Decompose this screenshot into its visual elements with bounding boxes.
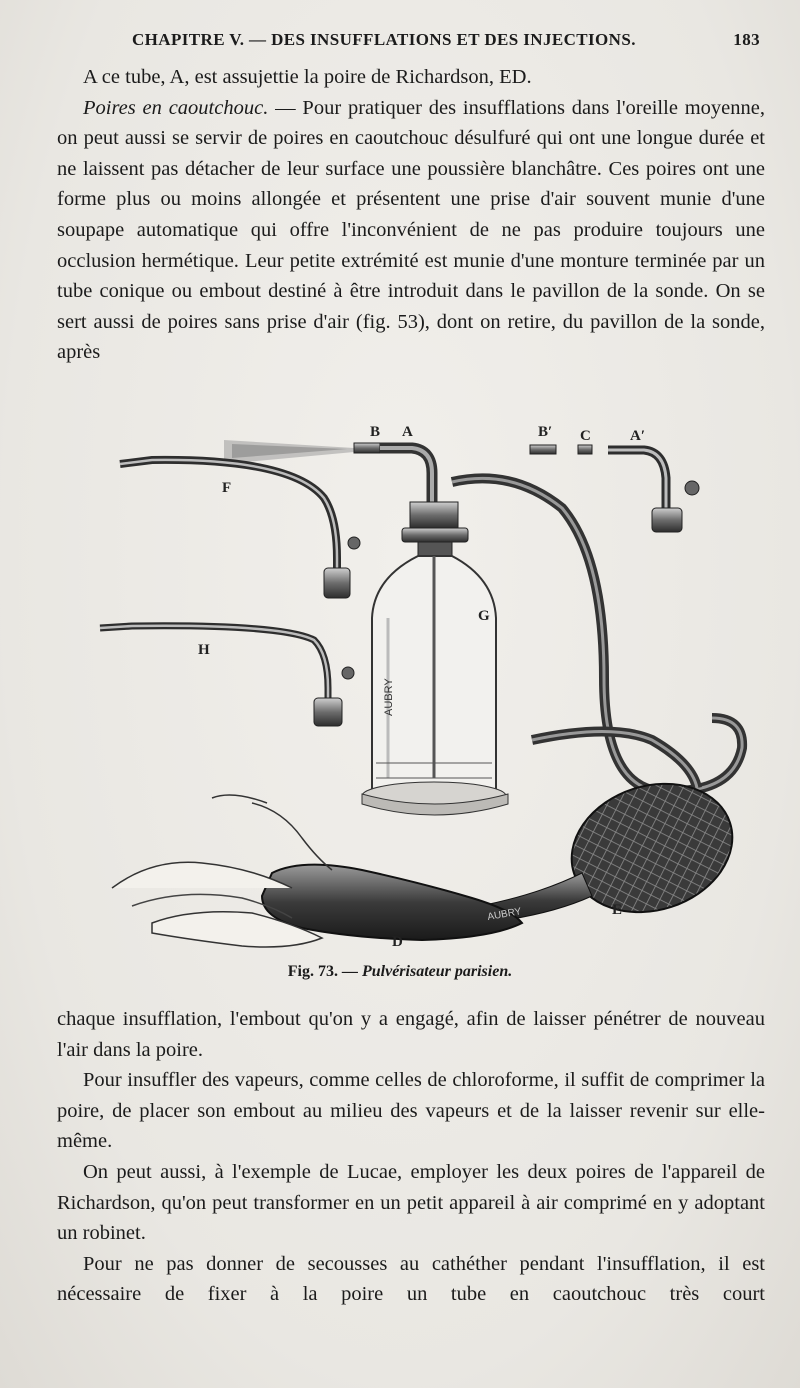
poires-heading: Poires en caoutchouc. [83, 96, 269, 119]
paragraph-secousses: Pour ne pas donner de secousses au cathéther pendant l'insufflation, il est nécessaire de fixer à la poire un tube en caoutchouc très court [57, 1252, 765, 1306]
hand-bulb-d [112, 795, 522, 947]
chapter-title: CHAPITRE V. — DES INSUFFLATIONS ET DES INJECTIONS. [132, 30, 636, 49]
caption-number: Fig. 73. [287, 963, 338, 980]
label-a: A [402, 424, 413, 440]
paragraph-continuation: chaque insufflation, l'embout qu'on y a engagé, afin de laisser pénétrer de nouveau l'air dans la poire. [57, 1008, 765, 1061]
label-f: F [222, 480, 232, 496]
label-a-prime: A′ [630, 428, 646, 444]
label-c: C [580, 428, 591, 444]
part-c [578, 445, 592, 454]
nozzle-b [354, 443, 380, 453]
page-number: 183 [733, 30, 760, 49]
bottle-cap [402, 502, 468, 556]
running-header [132, 30, 760, 50]
figure-pulverisateur [92, 418, 772, 963]
part-a-prime [608, 450, 699, 532]
pulverisateur-illustration [92, 418, 772, 963]
label-d: D [392, 934, 403, 950]
part-b-prime [530, 445, 556, 454]
spray-mist [224, 440, 354, 464]
paragraph-vapeurs: Pour insuffler des vapeurs, comme celles de chloroforme, il suffit de comprimer la poire, de placer son embout au milieu des vapeurs et de la laisser revenir sur elle-même. [57, 1069, 765, 1153]
label-h: H [198, 642, 210, 658]
bottom-text-block [57, 1004, 765, 1310]
top-text-block [57, 62, 765, 368]
caption-title: — Pulvérisateur parisien. [341, 963, 513, 980]
poires-text: — Pour pratiquer des insufflations dans l'oreille moyenne, on peut aussi se servir de poires en caoutchouc désulfuré qui ont une longue durée et ne laissent pas détacher de leur surface une poussière blanchâtre. Ces poires ont une forme plus ou moins allongée et présentent une prise d'air souvent munie d'une soupape automatique qui offre l'inconvénient de ne pas produire toujours une occlusion hermétique. Leur petite extrémité est munie d'une monture terminée par un tube conique ou embout destiné à être introduit dans le pavillon de la sonde. On se sert aussi de poires sans prise d'air (fig. 53), dont on retire, du pavillon de la sonde, après [57, 96, 765, 364]
tube-f [120, 460, 360, 598]
paragraph-poires [57, 93, 765, 368]
paragraph-lucae: On peut aussi, à l'exemple de Lucae, employer les deux poires de l'appareil de Richardson, qu'on peut transformer en un petit appareil à air comprimé en y adoptant un robinet. [57, 1160, 765, 1245]
bulb-brand-label: AUBRY [486, 906, 523, 923]
bottle-brand-label: AUBRY [383, 678, 395, 716]
figure-caption [0, 963, 800, 981]
tube-h [100, 626, 354, 726]
label-e: E [612, 902, 623, 918]
paragraph-richardson: A ce tube, A, est assujettie la poire de Richardson, ED. [83, 66, 532, 88]
label-b-prime: B′ [538, 424, 553, 440]
label-g: G [478, 608, 490, 624]
label-b: B [370, 424, 381, 440]
